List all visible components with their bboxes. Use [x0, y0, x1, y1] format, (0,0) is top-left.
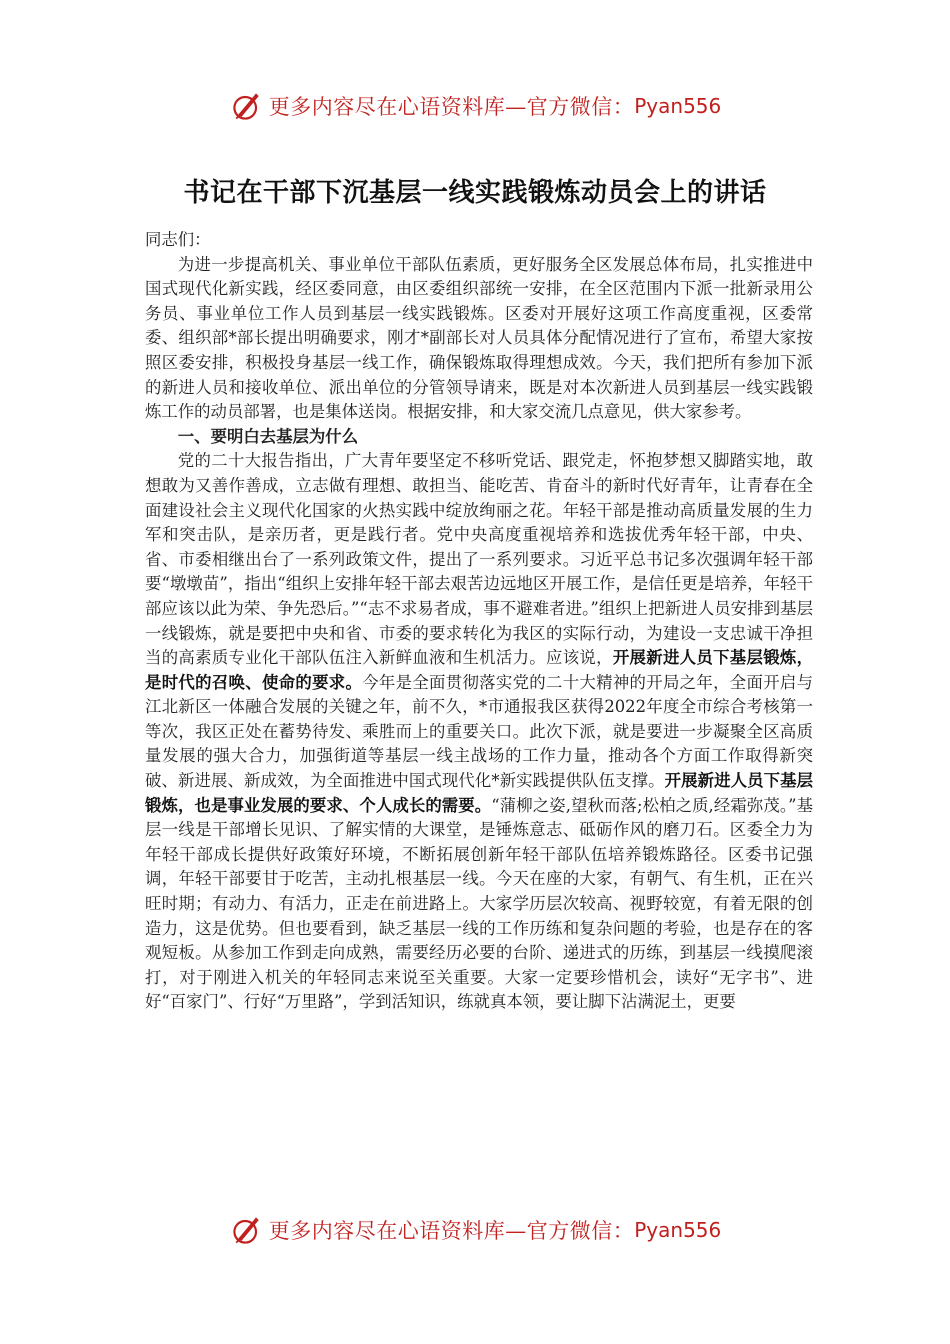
bold-emphasis: 开展新进人员下基层锻炼，是时代的召唤、使命的要求。	[145, 648, 814, 692]
section-1-paragraph	[145, 449, 813, 1015]
text-run: 今年是全面贯彻落实党的二十大精神的开局之年，全面开启与江北新区一体融合发展的关键之年，前不久，*市通报我区获得2022年度全市综合考核第一等次，我区正处在蓄势待发、乘胜而上的重要关口。此次下派，就是要进一步凝聚全区高质量发展的强大合力，加强街道等基层一线主战场的工作力量，推动各个方面工作取得新突破、新进展、新成效，为全面推进中国式现代化*新实践提供队伍支撑。	[145, 672, 813, 791]
banner-text: 更多内容尽在心语资料库—官方微信：	[268, 95, 635, 119]
bold-emphasis: 开展新进人员下基层锻炼，也是事业发展的要求、个人成长的需要。	[145, 771, 813, 815]
banner-wechat-id: Pyan556	[634, 1218, 722, 1242]
section-heading-1: 一、要明白去基层为什么	[177, 426, 359, 446]
text-run: 党的二十大报告指出，广大青年要坚定不移听党话、跟党走，怀抱梦想又脚踏实地，敢想敢为又善作善成，立志做有理想、敢担当、能吃苦、肯奋斗的新时代好青年，让青春在全面建设社会主义现代化国家的火热实践中绽放绚丽之花。年轻干部是推动高质量发展的生力军和突击队，是亲历者，更是践行者。党中央高度重视培养和选拔优秀年轻干部，中央、省、市委相继出台了一系列政策文件，提出了一系列要求。习近平总书记多次强调年轻干部要“墩墩苗”，指出“组织上安排年轻干部去艰苦边远地区开展工作，是信任更是培养，年轻干部应该以此为荣、争先恐后。”“志不求易者成，事不避难者进。”组织上把新进人员安排到基层一线锻炼，就是要把中央和省、市委的要求转化为我区的实际行动，为建设一支忠诚干净担当的高素质专业化干部队伍注入新鲜血液和生机活力。应该说，	[145, 451, 813, 668]
quill-logo-icon	[229, 88, 265, 124]
banner-text: 更多内容尽在心语资料库—官方微信：	[268, 1219, 635, 1243]
document-body	[145, 228, 813, 1015]
footer-banner	[0, 1208, 950, 1252]
quill-logo-icon	[229, 1212, 265, 1248]
text-run: “蒲柳之姿,望秋而落;松柏之质,经霜弥茂。”基层一线是干部增长见识、了解实情的大课堂，是锤炼意志、砥砺作风的磨刀石。区委全力为年轻干部成长提供好政策好环境，不断拓展创新年轻干部队伍培养锻炼路径。区委书记强调，年轻干部要甘于吃苦，主动扎根基层一线。今天在座的大家，有朝气、有生机，正在兴旺时期；有动力、有活力，正走在前进路上。大家学历层次较高、视野较宽，有着无限的创造力，这是优势。但也要看到，缺乏基层一线的工作历练和复杂问题的考验，也是存在的客观短板。从参加工作到走向成熟，需要经历必要的台阶、递进式的历练，到基层一线摸爬滚打，对于刚进入机关的年轻同志来说至关重要。大家一定要珍惜机会，读好“无字书”、进好“百家门”、行好“万里路”，学到活知识，练就真本领，要让脚下沾满泥土，更要	[145, 795, 813, 1012]
document-title: 书记在干部下沉基层一线实践锻炼动员会上的讲话	[183, 178, 767, 208]
salutation: 同志们：	[145, 230, 211, 249]
banner-wechat-id: Pyan556	[634, 94, 722, 118]
intro-paragraph: 为进一步提高机关、事业单位干部队伍素质，更好服务全区发展总体布局，扎实推进中国式现代化新实践，经区委同意，由区委组织部统一安排，在全区范围内下派一批新录用公务员、事业单位工作人员到基层一线实践锻炼。区委对开展好这项工作高度重视，区委常委、组织部*部长提出明确要求，刚才*副部长对人员具体分配情况进行了宣布，希望大家按照区委安排，积极投身基层一线工作，确保锻炼取得理想成效。今天，我们把所有参加下派的新进人员和接收单位、派出单位的分管领导请来，既是对本次新进人员到基层一线实践锻炼工作的动员部署，也是集体送岗。根据安排，和大家交流几点意见，供大家参考。	[145, 254, 813, 422]
header-banner	[0, 84, 950, 128]
